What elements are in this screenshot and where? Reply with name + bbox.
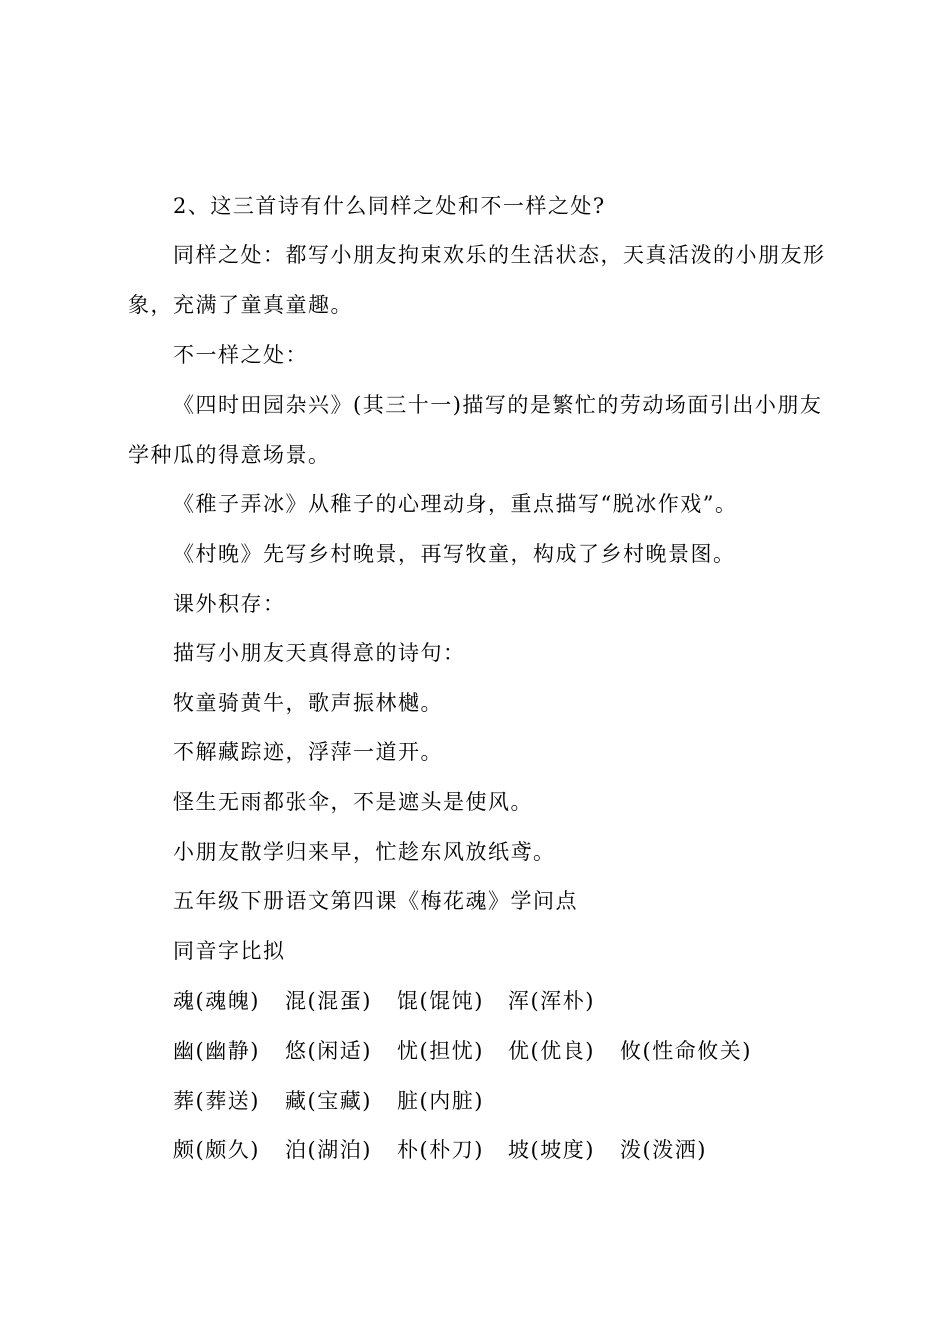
homophone-item: 葬(葬送)	[173, 1089, 260, 1113]
homophone-item: 混(混蛋)	[285, 989, 372, 1013]
homophone-item: 攸(性命攸关)	[620, 1039, 752, 1063]
poem-line-3: 怪生无雨都张伞，不是遮头是使风。	[173, 790, 533, 814]
difference-a-line-1: 《四时田园杂兴》(其三十一)描写的是繁忙的劳动场面引出小朋友	[173, 393, 823, 417]
question-2: 2、这三首诗有什么同样之处和不一样之处?	[173, 194, 606, 218]
homophone-item: 忧(担忧)	[397, 1039, 484, 1063]
difference-a-line-2: 学种瓜的得意场景。	[128, 443, 331, 467]
homophone-item: 颇(颇久)	[173, 1138, 260, 1162]
homophone-item: 藏(宝藏)	[285, 1089, 372, 1113]
homophone-item: 优(优良)	[508, 1039, 595, 1063]
difference-heading: 不一样之处：	[173, 343, 308, 367]
homophone-item: 馄(馄饨)	[397, 989, 484, 1013]
similarity-line-1: 同样之处：都写小朋友拘束欢乐的生活状态，天真活泼的小朋友形	[173, 243, 826, 267]
lesson-title: 五年级下册语文第四课《梅花魂》学问点	[173, 889, 578, 913]
homophone-item: 浑(浑朴)	[508, 989, 595, 1013]
poem-line-1: 牧童骑黄牛，歌声振林樾。	[173, 691, 443, 715]
homophone-item: 脏(内脏)	[397, 1089, 484, 1113]
difference-c: 《村晚》先写乡村晚景，再写牧童，构成了乡村晚景图。	[173, 542, 736, 566]
homophone-item: 朴(朴刀)	[397, 1138, 484, 1162]
homophone-item: 幽(幽静)	[173, 1039, 260, 1063]
extra-heading: 课外积存：	[173, 592, 286, 616]
similarity-line-2: 象，充满了童真童趣。	[128, 293, 353, 317]
homophone-item: 坡(坡度)	[508, 1138, 595, 1162]
homophone-item: 泊(湖泊)	[285, 1138, 372, 1162]
homophone-item: 魂(魂魄)	[173, 989, 260, 1013]
homophone-heading: 同音字比拟	[173, 939, 286, 963]
difference-b: 《稚子弄冰》从稚子的心理动身，重点描写“脱冰作戏”。	[173, 492, 738, 516]
poem-line-4: 小朋友散学归来早，忙趁东风放纸鸢。	[173, 840, 556, 864]
poem-heading: 描写小朋友天真得意的诗句：	[173, 641, 466, 665]
homophone-item: 悠(闲适)	[285, 1039, 372, 1063]
homophone-item: 泼(泼洒)	[620, 1138, 707, 1162]
poem-line-2: 不解藏踪迹，浮萍一道开。	[173, 740, 443, 764]
